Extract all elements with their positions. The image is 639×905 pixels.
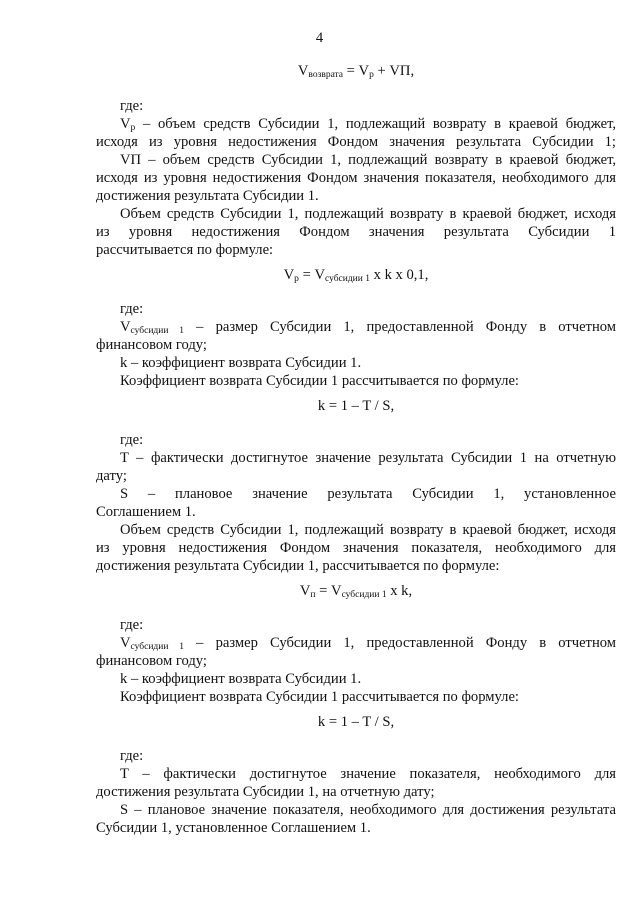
formula-subscript: р [369,70,374,80]
text-fragment: V [120,635,131,651]
text-line: Соглашением 1. [96,504,196,520]
subscript: р [130,123,136,133]
text-line: Коэффициент возврата Субсидии 1 рассчитывается по формуле: [120,689,519,705]
subscript: субсидии 1 [130,326,185,336]
formula-text: V [299,583,311,599]
formula-text: V [297,63,309,79]
formula-text: = V [315,583,342,599]
text-line: Объем средств Субсидии 1, подлежащий возврату в краевой бюджет, исходя [120,206,616,222]
text-line: из уровня недостижения Фондом значения показателя, необходимого для [96,540,616,556]
formula-text: V [283,267,295,283]
text-line: T – фактически достигнутое значение результата Субсидии 1 на отчетную [120,450,616,466]
text-line: где: [120,748,144,764]
formula-v-return [96,62,616,84]
text-line: Объем средств Субсидии 1, подлежащий возврату в краевой бюджет, исходя [120,522,616,538]
formula-text: = V [298,267,325,283]
text-line: k – коэффициент возврата Субсидии 1. [120,355,362,371]
text-line: T – фактически достигнутое значение показателя, необходимого для [120,766,616,782]
formula-subscript: п [310,590,316,600]
text-fragment: – размер Субсидии 1, предоставленной Фонду в отчетном [184,635,617,651]
text-line: исходя из уровня недостижения Фондом значения результата Субсидии 1; [96,134,616,150]
text-fragment: – размер Субсидии 1, предоставленной Фонду в отчетном [184,319,617,335]
formula-subscript: субсидии 1 [341,590,387,600]
text-line: S – плановое значение показателя, необходимого для достижения результата [120,802,616,818]
formula-vn [96,582,616,604]
text-line: исходя из уровня недостижения Фондом значения показателя, необходимого для [96,170,616,186]
text-line: Субсидии 1, установленное Соглашением 1. [96,820,371,836]
text-line: достижения результата Субсидии 1. [96,188,319,204]
text-line: S – плановое значение результата Субсидии 1, установленное [120,486,616,502]
text-line: где: [120,98,144,114]
formula-k-result: k = 1 – T / S, [317,398,395,414]
text-line: где: [120,301,144,317]
text-line: где: [120,432,144,448]
formula-text: = V [343,63,370,79]
text-line: достижения результата Субсидии 1, на отчетную дату; [96,784,435,800]
text-fragment: V [120,116,131,132]
formula-vp [96,266,616,288]
formula-subscript: возврата [308,70,344,80]
text-fragment: V [120,319,131,335]
text-line: из уровня недостижения Фондом значения результата Субсидии 1 [96,224,616,240]
formula-text: + VП, [373,63,415,79]
text-line: достижения результата Субсидии 1, рассчитывается по формуле: [96,558,500,574]
text-line: VП – объем средств Субсидии 1, подлежащий возврату в краевой бюджет, [120,152,616,168]
text-fragment: – объем средств Субсидии 1, подлежащий возврату в краевой бюджет, [135,116,616,132]
text-line: Коэффициент возврата Субсидии 1 рассчитывается по формуле: [120,373,519,389]
page-number: 4 [315,30,324,46]
formula-text: x k, [386,583,413,599]
text-line: k – коэффициент возврата Субсидии 1. [120,671,362,687]
formula-subscript: р [294,274,299,284]
text-line: где: [120,617,144,633]
formula-text: x k x 0,1, [369,267,429,283]
formula-subscript: субсидии 1 [325,274,370,284]
formula-k-indicator: k = 1 – T / S, [317,714,395,730]
text-line: дату; [96,468,127,484]
subscript: субсидии 1 [130,642,185,652]
text-line: финансовом году; [96,337,207,353]
text-line: рассчитывается по формуле: [96,242,274,258]
text-line: финансовом году; [96,653,207,669]
